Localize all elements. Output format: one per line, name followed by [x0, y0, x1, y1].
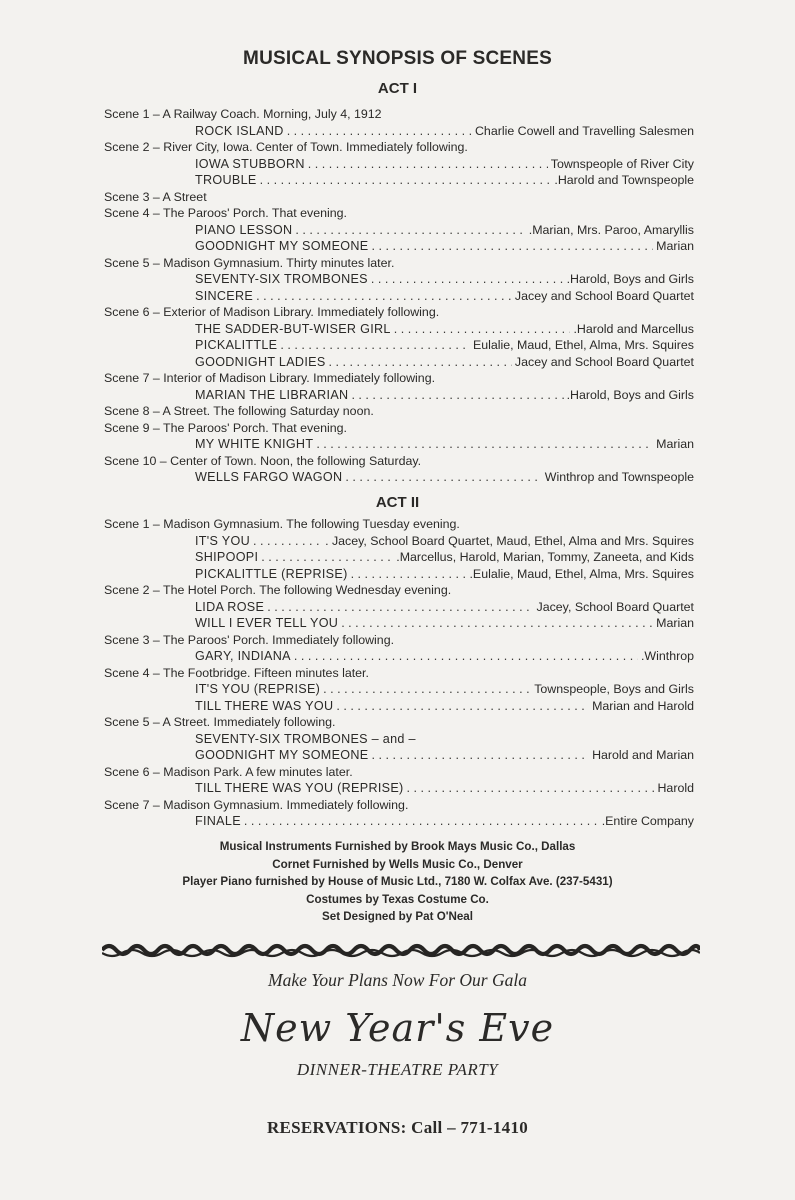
song-cast: .Harold, Boys and Girls: [566, 387, 694, 402]
scene-heading: Scene 1 – Madison Gymnasium. The following Tuesday evening.: [104, 517, 460, 531]
song-title: PICKALITTLE: [195, 338, 278, 352]
song-cast: Townspeople, Boys and Girls: [534, 682, 694, 696]
scene-heading: Scene 7 – Madison Gymnasium. Immediately following.: [104, 797, 409, 812]
song-title: MY WHITE KNIGHT: [195, 437, 314, 451]
song-cast: .Eulalie, Maud, Ethel, Alma, Mrs. Squires: [469, 566, 694, 581]
song-title: IT'S YOU: [195, 533, 250, 548]
song-title: ROCK ISLAND: [195, 123, 284, 138]
dot-leader: [260, 172, 552, 189]
song-title: SEVENTY-SIX TROMBONES: [195, 272, 368, 286]
song-row: [195, 271, 694, 288]
scene-heading: Scene 2 – River City, Iowa. Center of Town. Immediately following.: [104, 140, 468, 154]
song-cast: Townspeople of River City: [550, 156, 694, 171]
act-1-heading: ACT I: [377, 80, 418, 97]
gala-tagline: Make Your Plans Now For Our Gala: [268, 970, 527, 990]
act-1-scene-list: [104, 106, 694, 486]
song-cast: Harold and Marian: [592, 748, 694, 762]
song-row: [195, 172, 694, 189]
song-title: SHIPOOPI: [195, 550, 259, 564]
song-cast: Jacey and School Board Quartet: [514, 288, 694, 303]
ornamental-divider: [102, 939, 700, 961]
dot-leader: [351, 387, 563, 404]
song-title: GOODNIGHT MY SOMEONE: [195, 748, 369, 762]
scene-heading: Scene 6 – Exterior of Madison Library. Immediately following.: [104, 305, 440, 319]
dot-leader: [280, 337, 470, 354]
song-title: FINALE: [195, 814, 241, 828]
dot-leader: [341, 615, 653, 632]
song-row: [195, 123, 694, 140]
dot-leader: [244, 813, 599, 830]
song-cast: Marian and Harold: [592, 698, 694, 713]
credit-line: Set Designed by Pat O'Neal: [322, 910, 473, 923]
song-row: [195, 780, 694, 797]
scene-heading: Scene 8 – A Street. The following Saturday noon.: [104, 404, 374, 418]
song-cast: Eulalie, Maud, Ethel, Alma, Mrs. Squires: [472, 338, 694, 352]
song-cast: .Harold and Marcellus: [573, 321, 694, 336]
song-row: [195, 533, 694, 550]
dot-leader: [267, 599, 533, 616]
dot-leader: [345, 469, 541, 486]
dot-leader: [394, 321, 571, 338]
song-title: SEVENTY-SIX TROMBONES – and –: [195, 731, 416, 746]
scene-heading: Scene 4 – The Footbridge. Fifteen minutes later.: [104, 665, 369, 680]
dot-leader: [308, 156, 548, 173]
dot-leader: [316, 436, 653, 453]
song-row: [195, 337, 694, 354]
song-title: MARIAN THE LIBRARIAN: [195, 387, 349, 402]
reservations-line: RESERVATIONS: Call – 771-1410: [266, 1118, 529, 1137]
song-row: [195, 436, 694, 453]
song-cast: Jacey, School Board Quartet: [536, 599, 694, 614]
song-row: [195, 747, 694, 764]
dot-leader: [371, 271, 564, 288]
song-cast: Charlie Cowell and Travelling Salesmen: [474, 123, 694, 138]
scene-heading: Scene 3 – The Paroos' Porch. Immediately following.: [104, 632, 395, 647]
song-title: WELLS FARGO WAGON: [195, 470, 343, 484]
dot-leader: [371, 747, 589, 764]
song-title: TILL THERE WAS YOU: [195, 698, 334, 713]
song-row: [195, 288, 694, 305]
credit-line: Player Piano furnished by House of Music Ltd., 7180 W. Colfax Ave. (237-5431): [182, 875, 613, 888]
song-row: [195, 648, 694, 665]
dot-leader: [336, 698, 589, 715]
song-row: [195, 698, 694, 715]
credit-line: Musical Instruments Furnished by Brook Mays Music Co., Dallas: [219, 840, 576, 853]
song-cast: .Harold and Townspeople: [554, 173, 694, 187]
song-title: IOWA STUBBORN: [195, 156, 305, 171]
song-row: [195, 813, 694, 830]
page-title: MUSICAL SYNOPSIS OF SCENES: [243, 48, 552, 69]
song-title: PICKALITTLE (REPRISE): [195, 566, 348, 581]
song-row: [195, 615, 694, 632]
song-cast: Winthrop and Townspeople: [544, 470, 694, 484]
song-row: [195, 321, 694, 338]
credit-line: Costumes by Texas Costume Co.: [306, 892, 489, 906]
scene-heading: Scene 2 – The Hotel Porch. The following Wednesday evening.: [104, 583, 452, 597]
act-2-scene-list: [104, 516, 694, 830]
dot-leader: [371, 238, 653, 255]
song-row: [195, 681, 694, 698]
song-cast: Marian: [656, 616, 694, 630]
credit-line: Cornet Furnished by Wells Music Co., Denver: [272, 857, 523, 871]
song-row: [195, 222, 694, 239]
song-cast: Marian: [656, 437, 694, 451]
song-cast: Harold: [657, 781, 694, 795]
dot-leader: [287, 123, 472, 140]
song-title: GARY, INDIANA: [195, 649, 291, 663]
song-title: GOODNIGHT MY SOMEONE: [195, 239, 369, 253]
dot-leader: [295, 222, 525, 239]
scene-heading: Scene 5 – Madison Gymnasium. Thirty minutes later.: [104, 255, 395, 270]
dot-leader: [261, 549, 393, 566]
song-title: WILL I EVER TELL YOU: [195, 616, 339, 630]
song-cast: .Marcellus, Harold, Marian, Tommy, Zaneeta, and Kids: [396, 550, 694, 564]
song-title: PIANO LESSON: [195, 222, 293, 237]
scene-heading: Scene 4 – The Paroos' Porch. That evening.: [104, 206, 347, 220]
dot-leader: [329, 354, 512, 371]
dot-leader: [351, 566, 467, 583]
credits: [0, 838, 795, 926]
scene-heading: Scene 9 – The Paroos' Porch. That evening.: [104, 420, 347, 435]
song-title: IT'S YOU (REPRISE): [195, 682, 321, 696]
dot-leader: [294, 648, 638, 665]
song-title: LIDA ROSE: [195, 599, 265, 614]
song-title: SINCERE: [195, 288, 254, 303]
song-title: TROUBLE: [195, 173, 257, 187]
song-title: TILL THERE WAS YOU (REPRISE): [195, 781, 404, 795]
song-row: [195, 731, 694, 748]
song-row: [195, 387, 694, 404]
song-cast: Marian: [656, 239, 694, 253]
song-row: [195, 549, 694, 566]
song-cast: .Marian, Mrs. Paroo, Amaryllis: [528, 222, 694, 237]
song-title: THE SADDER-BUT-WISER GIRL: [195, 321, 391, 336]
song-cast: Jacey and School Board Quartet: [514, 354, 694, 369]
song-row: [195, 156, 694, 173]
song-row: [195, 238, 694, 255]
dot-leader: [407, 780, 655, 797]
dot-leader: [256, 288, 512, 305]
dinner-theatre-subtitle: DINNER-THEATRE PARTY: [296, 1060, 499, 1079]
scene-heading: Scene 3 – A Street: [104, 189, 207, 204]
song-cast: .Winthrop: [640, 649, 694, 663]
scene-heading: Scene 10 – Center of Town. Noon, the following Saturday.: [104, 453, 422, 468]
song-row: [195, 469, 694, 486]
scene-heading: Scene 6 – Madison Park. A few minutes later.: [104, 764, 353, 779]
song-cast: .Harold, Boys and Girls: [566, 272, 694, 286]
song-title: GOODNIGHT LADIES: [195, 354, 326, 369]
song-row: [195, 599, 694, 616]
dot-leader: [253, 533, 322, 550]
song-cast: .Entire Company: [601, 814, 694, 828]
dot-leader: [323, 681, 531, 698]
new-years-eve-heading: New Year's Eve: [240, 1006, 555, 1050]
act-2-heading: ACT II: [375, 494, 420, 511]
scene-heading: Scene 5 – A Street. Immediately following.: [104, 715, 336, 729]
song-cast: . Jacey, School Board Quartet, Maud, Ethel, Alma and Mrs. Squires: [325, 533, 694, 548]
scene-heading: Scene 1 – A Railway Coach. Morning, July 4, 1912: [104, 107, 382, 121]
scene-heading: Scene 7 – Interior of Madison Library. Immediately following.: [104, 371, 436, 385]
song-row: [195, 566, 694, 583]
song-row: [195, 354, 694, 371]
